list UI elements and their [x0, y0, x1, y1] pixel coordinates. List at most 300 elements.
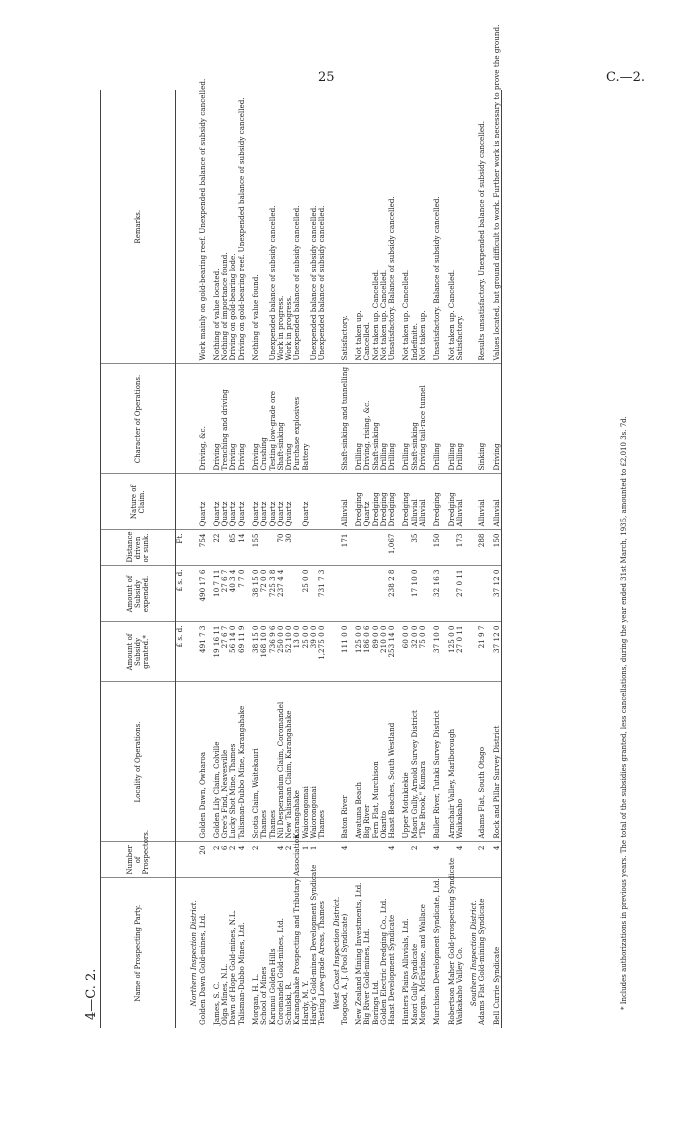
- units-cell: [176, 682, 185, 842]
- distance-cell: [363, 530, 371, 566]
- claim-type-cell: Alluvial: [419, 474, 427, 530]
- party-name-cell: Morgan, McFarlane, and Wallace: [418, 904, 428, 1025]
- locality-cell: Big River: [363, 682, 371, 842]
- distance-cell: 22: [213, 530, 221, 566]
- amount-expended-cell: 38 15 0: [252, 566, 260, 622]
- prospector-count-cell: 20: [199, 842, 207, 878]
- distance-cell: 173: [456, 530, 464, 566]
- amount-granted-cell: 27 6 7: [221, 622, 229, 682]
- empty-cell: [327, 566, 341, 622]
- claim-type-cell: Alluvial: [341, 474, 349, 530]
- party-name-cell: Borings Ltd.: [370, 979, 380, 1025]
- party-name-cell: Golden Electric Dredging Co., Ltd.: [378, 898, 388, 1025]
- remarks-cell: Nothing of value located.: [213, 90, 221, 364]
- amount-granted-cell: 25 0 0: [302, 622, 310, 682]
- amount-expended-cell: [372, 566, 380, 622]
- claim-type-cell: Dredging: [380, 474, 388, 530]
- party-name-cell: Schulski, R.: [284, 981, 294, 1025]
- operations-cell: Driving: [229, 364, 237, 474]
- remarks-cell: Satisfactory.: [341, 90, 349, 364]
- prospector-count-cell: 4: [433, 842, 441, 878]
- distance-cell: [318, 530, 326, 566]
- amount-expended-cell: 238 2 8: [388, 566, 396, 622]
- amount-granted-cell: 89 0 0: [372, 622, 380, 682]
- operations-cell: [318, 364, 326, 474]
- amount-granted-cell: 21 9 7: [478, 622, 486, 682]
- party-name-cell: Testing Low-grade Areas, Thames: [317, 901, 327, 1025]
- distance-cell: 85: [229, 530, 237, 566]
- amount-expended-cell: 237 4 4: [277, 566, 285, 622]
- empty-cell: [464, 530, 478, 566]
- operations-cell: [310, 364, 318, 474]
- claim-type-cell: Dredging: [388, 474, 396, 530]
- claim-type-cell: [318, 474, 326, 530]
- header-remarks: Remarks.: [101, 90, 176, 364]
- amount-granted-cell: 60 0 0: [402, 622, 410, 682]
- operations-cell: Drilling: [402, 364, 410, 474]
- amount-granted-cell: 125 0 0: [448, 622, 456, 682]
- party-name-cell: Big River Gold-mines, Ltd.: [362, 928, 372, 1025]
- table-row: [341, 90, 349, 1028]
- table-row: [493, 90, 502, 1028]
- table-row: [355, 90, 363, 1028]
- operations-cell: Drilling: [380, 364, 388, 474]
- claim-type-cell: Quartz: [213, 474, 221, 530]
- party-name-cell: Golden Dawn Gold-mines, Ltd.: [197, 913, 207, 1025]
- amount-expended-cell: 725 3 8: [269, 566, 277, 622]
- amount-expended-cell: [363, 566, 371, 622]
- empty-cell: [464, 364, 478, 474]
- amount-expended-cell: 10 7 11: [213, 566, 221, 622]
- party-name-cell: Karunui Golden Hills: [267, 948, 277, 1025]
- prospector-count-cell: 4: [277, 842, 285, 878]
- remarks-cell: Unsatisfactory. Balance of subsidy cancelled.: [388, 90, 396, 364]
- locality-cell: Fern Flat, Murchison: [372, 682, 380, 842]
- operations-cell: Drilling: [456, 364, 464, 474]
- prospector-count-cell: 6: [221, 842, 229, 878]
- remarks-cell: Not taken up.: [355, 90, 363, 364]
- locality-cell: Adams Flat, South Otago: [478, 682, 486, 842]
- remarks-cell: Satisfactory.: [456, 90, 464, 364]
- amount-expended-cell: 7 7 0: [238, 566, 246, 622]
- distance-cell: [302, 530, 310, 566]
- operations-cell: Driving, rising, &c.: [363, 364, 371, 474]
- amount-granted-cell: 37 10 0: [433, 622, 441, 682]
- prospector-count-cell: 2: [252, 842, 260, 878]
- claim-type-cell: Quartz: [269, 474, 277, 530]
- party-name-cell: James, S. C.: [211, 981, 221, 1025]
- remarks-cell: Work in progress.: [277, 90, 285, 364]
- locality-cell: Gree's Find, Neavesville: [221, 682, 229, 842]
- operations-cell: Shaft-sinking: [372, 364, 380, 474]
- units-cell: [176, 474, 185, 530]
- prospector-count-cell: 2: [478, 842, 486, 878]
- table-row: [402, 90, 410, 1028]
- header-party: Name of Prospecting Party.: [101, 878, 176, 1028]
- prospector-count-cell: 2: [285, 842, 293, 878]
- party-name-cell: Morgan, H. L.: [250, 973, 260, 1025]
- distance-cell: 30: [285, 530, 293, 566]
- party-name-cell: Dawn of Hope Gold-mines, N.L.: [228, 910, 238, 1025]
- empty-cell: [184, 90, 198, 364]
- header-expended: Amount of Subsidy expended.: [101, 566, 176, 622]
- table-row: [456, 90, 464, 1028]
- amount-expended-cell: 490 17 6: [199, 566, 207, 622]
- empty-cell: [327, 90, 341, 364]
- distance-cell: [293, 530, 301, 566]
- prospector-count-cell: [318, 842, 326, 878]
- table-row: [277, 90, 285, 1028]
- amount-expended-cell: 27 6 7: [221, 566, 229, 622]
- amount-granted-cell: 37 12 0: [493, 622, 502, 682]
- locality-cell: Scotia Claim, Waitekauri: [252, 682, 260, 842]
- header-locality: Locality of Operations.: [101, 682, 176, 842]
- locality-cell: Nil Desperandum Claim, Coromandel: [277, 682, 285, 842]
- distance-cell: 70: [277, 530, 285, 566]
- claim-type-cell: Quartz: [229, 474, 237, 530]
- claim-type-cell: Alluvial: [411, 474, 419, 530]
- amount-granted-cell: 27 0 11: [456, 622, 464, 682]
- amount-granted-cell: 52 10 0: [285, 622, 293, 682]
- locality-cell: Awatuna Beach: [355, 682, 363, 842]
- operations-cell: Drilling: [355, 364, 363, 474]
- district-heading-row: [184, 90, 198, 1028]
- table-row: [448, 90, 456, 1028]
- empty-cell: [184, 566, 198, 622]
- remarks-cell: Nothing of importance found.: [221, 90, 229, 364]
- remarks-cell: Unexpended balance of subsidy cancelled.: [269, 90, 277, 364]
- operations-cell: Driving: [493, 364, 502, 474]
- locality-cell: Buller River, Tutaki Survey District: [433, 682, 441, 842]
- amount-granted-cell: 38 15 0: [252, 622, 260, 682]
- table-row: [419, 90, 427, 1028]
- locality-cell: Maori Gully, Arnold Survey District: [411, 682, 419, 842]
- locality-cell: Thames: [260, 682, 268, 842]
- locality-cell: Haast Beaches, South Westland: [388, 682, 396, 842]
- table-body: [184, 24, 501, 1028]
- distance-cell: [355, 530, 363, 566]
- locality-cell: Lucky Shot Mine, Thames: [229, 682, 237, 842]
- page-number: 25: [318, 70, 335, 85]
- prospector-count-cell: 4: [341, 842, 349, 878]
- header-operations: Character of Operations.: [101, 364, 176, 474]
- empty-cell: [327, 474, 341, 530]
- amount-granted-cell: 39 0 0: [310, 622, 318, 682]
- table-row: [433, 90, 441, 1028]
- header-granted: Amount of Subsidy granted.*: [101, 622, 176, 682]
- locality-cell: New Talisman Claim, Karangahake: [285, 682, 293, 842]
- amount-expended-cell: [355, 566, 363, 622]
- units-cell: £ s. d.: [176, 622, 185, 682]
- table-rotation-frame: [100, 24, 630, 1028]
- party-name-cell: New Zealand Mining Investments, Ltd.: [354, 882, 364, 1025]
- units-cell: £ s. d.: [176, 566, 185, 622]
- claim-type-cell: Quartz: [199, 474, 207, 530]
- operations-cell: Drilling: [388, 364, 396, 474]
- remarks-cell: Cancelled.: [363, 90, 371, 364]
- claim-type-cell: Dredging: [355, 474, 363, 530]
- page-signature: 4—C. 2.: [84, 968, 99, 1020]
- table-row: [478, 90, 486, 1028]
- operations-cell: Purchase explosives: [293, 364, 301, 474]
- units-cell: [176, 842, 185, 878]
- amount-expended-cell: 25 0 0: [302, 566, 310, 622]
- amount-expended-cell: [341, 566, 349, 622]
- locality-cell: Golden Lily Claim, Colville: [213, 682, 221, 842]
- header-claim: Nature of Claim.: [101, 474, 176, 530]
- operations-cell: Driving, &c.: [199, 364, 207, 474]
- claim-type-cell: Quartz: [363, 474, 371, 530]
- amount-granted-cell: 75 0 0: [419, 622, 427, 682]
- district-heading-row: [327, 90, 341, 1028]
- remarks-cell: Work in progress.: [285, 90, 293, 364]
- party-name-cell: Coromandel Gold-mines, Ltd.: [275, 918, 285, 1025]
- remarks-cell: Driving on gold-bearing reef. Unexpended balance of subsidy cancelled.: [238, 90, 246, 364]
- party-name-cell: Murchison Development Syndicate, Ltd.: [432, 878, 442, 1025]
- amount-expended-cell: [478, 566, 486, 622]
- locality-cell: Waiorongomai: [310, 682, 318, 842]
- party-name-cell: Haast Development Syndicate: [387, 914, 397, 1025]
- locality-cell: Thames: [269, 682, 277, 842]
- party-name-cell: Olga Mines, N.L.: [220, 963, 230, 1025]
- party-name-cell: Adams Flat Gold-mining Syndicate: [477, 898, 487, 1025]
- empty-cell: [184, 530, 198, 566]
- district-heading: West Coast Inspection District.: [331, 896, 341, 1010]
- remarks-cell: Indefinite.: [411, 90, 419, 364]
- distance-cell: [419, 530, 427, 566]
- operations-cell: Driving: [213, 364, 221, 474]
- table-row: [238, 90, 246, 1028]
- remarks-cell: Not taken up. Cancelled.: [372, 90, 380, 364]
- footnote: * Includes authorizations in previous years. The total of the subsidies granted, less cancellations, during the year ended 31st March, 1935, amounted to £2,010 3s. 7d.: [620, 416, 628, 1010]
- claim-type-cell: Dredging: [448, 474, 456, 530]
- claim-type-cell: Alluvial: [478, 474, 486, 530]
- operations-cell: Trenching and driving: [221, 364, 229, 474]
- units-cell: [176, 364, 185, 474]
- prospector-count-cell: [355, 842, 363, 878]
- district-heading-row: [464, 90, 478, 1028]
- amount-expended-cell: 17 10 0: [411, 566, 419, 622]
- distance-cell: 35: [411, 530, 419, 566]
- distance-cell: 288: [478, 530, 486, 566]
- table-row: [221, 90, 229, 1028]
- document-reference: C.—2.: [606, 70, 646, 85]
- distance-cell: [260, 530, 268, 566]
- empty-cell: [464, 682, 478, 842]
- operations-cell: Shaft-sinking and tunnelling: [341, 364, 349, 474]
- locality-cell: Talisman-Dubbo Mine, Karangahake: [238, 682, 246, 842]
- party-name-cell: Bell Currie Syndicate: [493, 878, 502, 1028]
- empty-cell: [327, 682, 341, 842]
- operations-cell: Drilling: [433, 364, 441, 474]
- prospector-count-cell: 4: [388, 842, 396, 878]
- party-name-cell: Waikakaho Valley Co.: [454, 947, 464, 1025]
- units-cell: [176, 90, 185, 364]
- prospector-count-cell: [363, 842, 371, 878]
- prospector-count-cell: 1: [310, 842, 318, 878]
- remarks-cell: Unexpended balance of subsidy cancelled.: [318, 90, 326, 364]
- locality-cell: Upper Motukiekie: [402, 682, 410, 842]
- amount-expended-cell: 32 16 3: [433, 566, 441, 622]
- table-row: [269, 90, 277, 1028]
- empty-cell: [327, 842, 341, 878]
- table-row: [199, 90, 207, 1028]
- empty-cell: [184, 682, 198, 842]
- locality-cell: Rock and Pillar Survey District: [493, 682, 502, 842]
- distance-cell: 150: [433, 530, 441, 566]
- distance-cell: 14: [238, 530, 246, 566]
- empty-cell: [184, 842, 198, 878]
- distance-cell: 1,067: [388, 530, 396, 566]
- claim-type-cell: Alluvial: [493, 474, 502, 530]
- party-name-cell: Hunters Plains Alluvials, Ltd.: [401, 918, 411, 1025]
- amount-granted-cell: 111 0 0: [341, 622, 349, 682]
- amount-expended-cell: [285, 566, 293, 622]
- amount-granted-cell: 13 0 0: [293, 622, 301, 682]
- empty-cell: [184, 622, 198, 682]
- locality-cell: Waiorongomai: [302, 682, 310, 842]
- table-row: [411, 90, 419, 1028]
- amount-granted-cell: 125 0 0: [355, 622, 363, 682]
- party-name-cell: School of Mines: [259, 966, 269, 1025]
- locality-cell: Thames: [318, 682, 326, 842]
- operations-cell: Battery: [302, 364, 310, 474]
- empty-cell: [327, 364, 341, 474]
- amount-expended-cell: 72 0 0: [260, 566, 268, 622]
- claim-type-cell: Quartz: [285, 474, 293, 530]
- remarks-cell: Values located, but ground difficult to work. Further work is necessary to prove the ground.: [493, 90, 502, 364]
- table-row: [213, 90, 221, 1028]
- prospector-count-cell: 4: [238, 842, 246, 878]
- remarks-cell: Unexpended balance of subsidy cancelled.: [310, 90, 318, 364]
- amount-expended-cell: [419, 566, 427, 622]
- amount-expended-cell: 40 3 4: [229, 566, 237, 622]
- empty-cell: [327, 622, 341, 682]
- claim-type-cell: [310, 474, 318, 530]
- claim-type-cell: Dredging: [433, 474, 441, 530]
- table-header-row: [101, 90, 176, 1028]
- prospector-count-cell: [372, 842, 380, 878]
- rotated-table-container: [100, 24, 630, 1028]
- prospector-count-cell: 4: [456, 842, 464, 878]
- units-row: [176, 90, 185, 1028]
- distance-cell: 171: [341, 530, 349, 566]
- prospector-count-cell: 1: [302, 842, 310, 878]
- district-heading: Southern Inspection District.: [469, 900, 479, 1007]
- locality-cell: Baton River: [341, 682, 349, 842]
- amount-expended-cell: 27 0 11: [456, 566, 464, 622]
- locality-cell: Golden Dawn, Owharoa: [199, 682, 207, 842]
- claim-type-cell: Alluvial: [456, 474, 464, 530]
- remarks-cell: Unexpended balance of subsidy cancelled.: [293, 90, 301, 364]
- operations-cell: Crushing: [260, 364, 268, 474]
- amount-expended-cell: 731 7 3: [318, 566, 326, 622]
- operations-cell: Shaft-sinking: [277, 364, 285, 474]
- amount-granted-cell: 32 0 0: [411, 622, 419, 682]
- empty-cell: [184, 474, 198, 530]
- amount-granted-cell: 250 0 0: [277, 622, 285, 682]
- district-heading: Northern Inspection District.: [189, 900, 199, 1007]
- operations-cell: Driving: [252, 364, 260, 474]
- locality-cell: Armchair Valley, Marlborough: [448, 682, 456, 842]
- prospector-count-cell: [419, 842, 427, 878]
- prospector-count-cell: 4: [493, 842, 502, 878]
- amount-expended-cell: 37 12 0: [493, 566, 502, 622]
- amount-granted-cell: 19 16 11: [213, 622, 221, 682]
- amount-granted-cell: 56 14 0: [229, 622, 237, 682]
- operations-cell: Testing low-grade ore: [269, 364, 277, 474]
- remarks-cell: Not taken up.: [419, 90, 427, 364]
- amount-granted-cell: 491 7 3: [199, 622, 207, 682]
- remarks-cell: Not taken up. Cancelled.: [402, 90, 410, 364]
- remarks-cell: Results unsatisfactory. Unexpended balance of subsidy cancelled.: [478, 90, 486, 364]
- remarks-cell: Not taken up. Cancelled.: [380, 90, 388, 364]
- party-name-cell: Talisman-Dubbo Mines, Ltd.: [236, 922, 246, 1025]
- locality-cell: Karangahake: [293, 682, 301, 842]
- operations-cell: Driving: [285, 364, 293, 474]
- operations-cell: Shaft-sinking: [411, 364, 419, 474]
- claim-type-cell: Dredging: [402, 474, 410, 530]
- operations-cell: Driving: [238, 364, 246, 474]
- table-row: [388, 90, 396, 1028]
- claim-type-cell: Quartz: [221, 474, 229, 530]
- claim-type-cell: Quartz: [252, 474, 260, 530]
- table-row: [293, 90, 301, 1028]
- claim-type-cell: Quartz: [302, 474, 310, 530]
- table-row: [252, 90, 260, 1028]
- remarks-cell: Nothing of value found.: [252, 90, 260, 364]
- empty-cell: [184, 364, 198, 474]
- claim-type-cell: Quartz: [238, 474, 246, 530]
- locality-cell: Okarito: [380, 682, 388, 842]
- claim-type-cell: Quartz: [260, 474, 268, 530]
- distance-cell: [310, 530, 318, 566]
- table-row: [363, 90, 371, 1028]
- header-distance: Distance driven or sunk.: [101, 530, 176, 566]
- prospector-count-cell: [260, 842, 268, 878]
- empty-cell: [464, 474, 478, 530]
- empty-cell: [464, 566, 478, 622]
- party-name-cell: Maori Gully Syndicate: [409, 943, 419, 1025]
- party-name-cell: Robertson Maher Gold-prospecting Syndicate: [446, 857, 456, 1025]
- distance-cell: 150: [493, 530, 502, 566]
- distance-cell: 754: [199, 530, 207, 566]
- remarks-cell: Unsatisfactory. Balance of subsidy cancelled.: [433, 90, 441, 364]
- claim-type-cell: Quartz: [277, 474, 285, 530]
- units-cell: Ft.: [176, 530, 185, 566]
- remarks-cell: Driving on gold-bearing lode.: [229, 90, 237, 364]
- table-row: [372, 90, 380, 1028]
- prospector-count-cell: 2: [411, 842, 419, 878]
- units-cell: [176, 878, 185, 1028]
- amount-granted-cell: 210 0 0: [380, 622, 388, 682]
- header-prospectors: Number of Prospectors.: [101, 842, 176, 878]
- amount-granted-cell: 1,275 0 0: [318, 622, 326, 682]
- empty-cell: [464, 622, 478, 682]
- party-name-cell: Hardy, M. Y.: [300, 980, 310, 1025]
- locality-cell: "The Brook," Kumara: [419, 682, 427, 842]
- empty-cell: [464, 842, 478, 878]
- prospector-count-cell: 2: [229, 842, 237, 878]
- party-name-cell: Karangahake Prospecting and Tributary Association: [292, 834, 302, 1025]
- table-row: [318, 90, 326, 1028]
- operations-cell: Sinking: [478, 364, 486, 474]
- party-name-cell: Toogood, A. J. (Pool Syndicate): [339, 913, 349, 1025]
- remarks-cell: Not taken up. Cancelled.: [448, 90, 456, 364]
- amount-granted-cell: 736 9 6: [269, 622, 277, 682]
- distance-cell: 155: [252, 530, 260, 566]
- subsidy-table: [100, 24, 502, 1028]
